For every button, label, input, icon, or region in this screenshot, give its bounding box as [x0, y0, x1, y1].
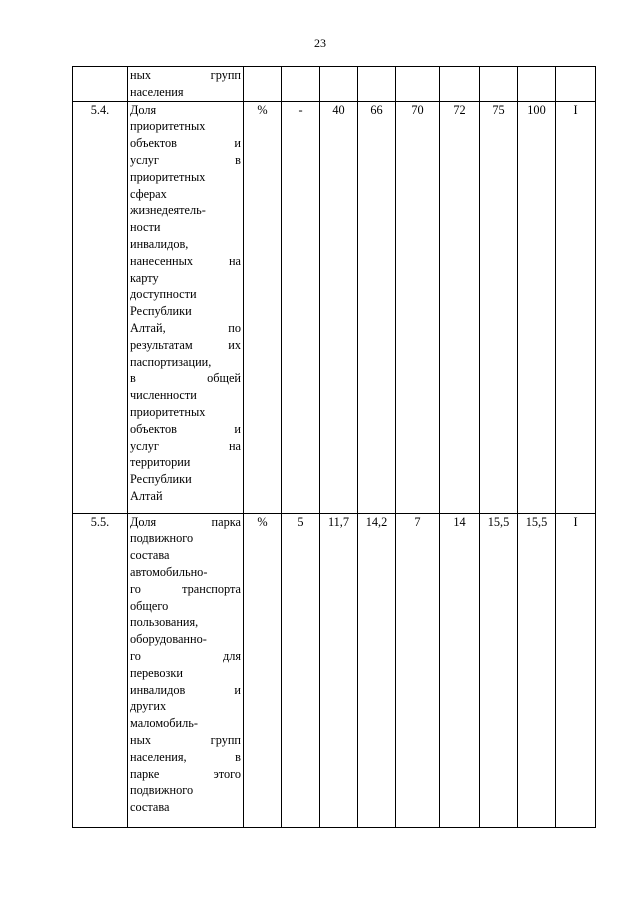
indicator-name-line: состава [130, 548, 170, 563]
value-cell [518, 67, 556, 102]
unit-cell [244, 67, 282, 102]
indicator-name-line: объектов и [130, 136, 241, 151]
indicator-name-line: го для [130, 648, 241, 663]
indicator-name-line: го транспорта [130, 581, 241, 596]
indicator-name-line: территории [130, 455, 191, 470]
indicator-name-line: численности [130, 388, 197, 403]
indicator-name-line: Доля парка [130, 514, 241, 529]
value-cell [480, 67, 518, 102]
value-cell: 7 [396, 513, 440, 827]
table-row [73, 101, 596, 513]
indicator-name-line: подвижного [130, 531, 194, 546]
value-cell [320, 67, 358, 102]
indicator-name-line: ных групп [130, 68, 241, 82]
indicator-name-line: подвижного [130, 783, 194, 798]
indicator-name-line: Республики [130, 472, 192, 487]
base-value-cell: 5 [282, 513, 320, 827]
value-cell: I [556, 101, 596, 513]
value-cell: 15,5 [480, 513, 518, 827]
indicator-name-line: паспортизации, [130, 354, 212, 369]
indicator-name-line: результатам их [130, 337, 241, 352]
value-cell: 66 [358, 101, 396, 513]
indicator-name-line: карту [130, 270, 159, 285]
value-cell: 100 [518, 101, 556, 513]
indicator-name-line: объектов и [130, 421, 241, 436]
indicator-name-line: инвалидов и [130, 682, 241, 697]
unit-cell: % [244, 513, 282, 827]
value-cell: 75 [480, 101, 518, 513]
indicator-name-line: общего [130, 598, 169, 613]
indicator-name-line: услуг на [130, 438, 241, 453]
indicator-name-line: пользования, [130, 615, 199, 630]
indicator-name-line: Республики [130, 304, 192, 319]
indicator-name-line: автомобильно- [130, 564, 208, 579]
indicator-name-line: ных групп [130, 732, 241, 747]
indicator-name-line: населения, в [130, 749, 241, 764]
indicators-table [72, 66, 596, 828]
value-cell: 11,7 [320, 513, 358, 827]
indicator-name-line: Доля [130, 102, 157, 117]
indicator-name-line: перевозки [130, 665, 183, 680]
indicator-name-line: оборудованно- [130, 632, 207, 647]
indicator-name-line: других [130, 699, 167, 714]
row-number [73, 67, 128, 102]
indicator-name-line: приоритетных [130, 119, 206, 134]
indicator-name-line: ности [130, 220, 161, 235]
indicator-name-line: Алтай, по [130, 320, 241, 335]
indicator-name-line: Алтай [130, 488, 163, 503]
table-row [73, 513, 596, 827]
indicator-name [128, 67, 244, 102]
row-number: 5.5. [73, 513, 128, 827]
value-cell [440, 67, 480, 102]
unit-cell: % [244, 101, 282, 513]
indicator-name-line: сферах [130, 186, 167, 201]
value-cell: 14 [440, 513, 480, 827]
indicator-name [128, 101, 244, 513]
indicator-name-line: населения [130, 84, 184, 99]
table-row [73, 67, 596, 102]
value-cell: 40 [320, 101, 358, 513]
row-number: 5.4. [73, 101, 128, 513]
base-value-cell [282, 67, 320, 102]
indicator-name-line: парке этого [130, 766, 241, 781]
value-cell: 72 [440, 101, 480, 513]
value-cell [358, 67, 396, 102]
indicator-name-line: приоритетных [130, 404, 206, 419]
indicator-name-line: инвалидов, [130, 236, 189, 251]
indicator-name-line: услуг в [130, 152, 241, 167]
value-cell: 70 [396, 101, 440, 513]
value-cell: 14,2 [358, 513, 396, 827]
indicator-name-line: в общей [130, 371, 241, 386]
base-value-cell: - [282, 101, 320, 513]
value-cell: I [556, 513, 596, 827]
value-cell [396, 67, 440, 102]
value-cell: 15,5 [518, 513, 556, 827]
indicator-name [128, 513, 244, 827]
page-number: 23 [314, 36, 326, 50]
indicator-name-line: приоритетных [130, 169, 206, 184]
indicator-name-line: жизнедеятель- [130, 203, 206, 218]
indicator-name-line: состава [130, 800, 170, 815]
value-cell [556, 67, 596, 102]
indicator-name-line: маломобиль- [130, 716, 198, 731]
indicator-name-line: доступности [130, 287, 197, 302]
indicator-name-line: нанесенных на [130, 253, 241, 268]
